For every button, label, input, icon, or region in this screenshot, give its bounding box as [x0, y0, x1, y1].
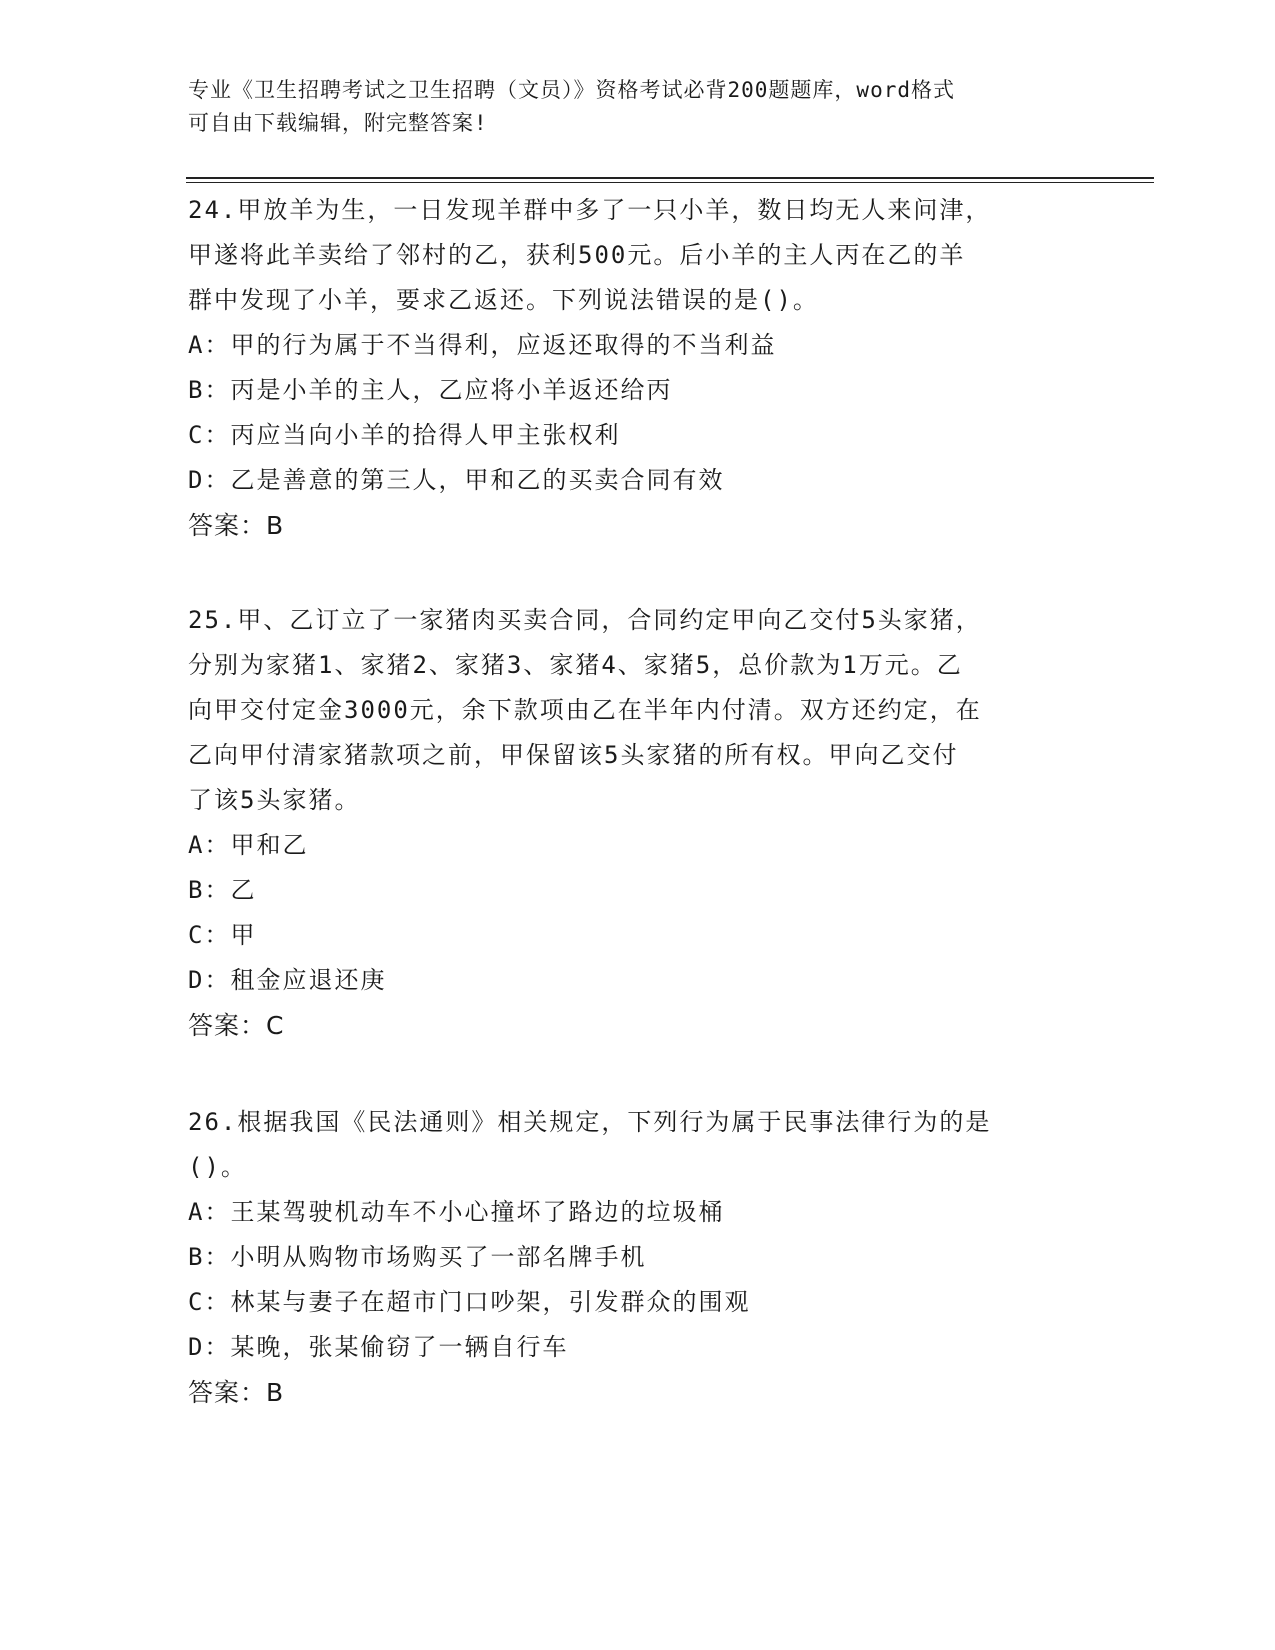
- header-rule-thin: [186, 182, 1154, 183]
- option-a: A：甲的行为属于不当得利，应返还取得的不当利益: [188, 331, 777, 359]
- answer: 答案：B: [188, 511, 285, 540]
- question-stem-line: 26.根据我国《民法通则》相关规定，下列行为属于民事法律行为的是: [188, 1108, 992, 1136]
- question-25: [188, 598, 1088, 1048]
- question-stem-line: 甲遂将此羊卖给了邻村的乙，获利500元。后小羊的主人丙在乙的羊: [188, 241, 966, 269]
- option-c: C：丙应当向小羊的拾得人甲主张权利: [188, 421, 621, 449]
- option-c: C：甲: [188, 921, 257, 949]
- answer: 答案：C: [188, 1011, 285, 1040]
- option-d: D：租金应退还庚: [188, 966, 387, 994]
- question-stem-line: 25.甲、乙订立了一家猪肉买卖合同，合同约定甲向乙交付5头家猪，: [188, 606, 982, 634]
- question-stem-line: ()。: [188, 1153, 247, 1181]
- question-stem-line: 24.甲放羊为生，一日发现羊群中多了一只小羊，数日均无人来问津，: [188, 196, 992, 224]
- question-stem-line: 乙向甲付清家猪款项之前，甲保留该5头家猪的所有权。甲向乙交付: [188, 741, 959, 769]
- option-c: C：林某与妻子在超市门口吵架，引发群众的围观: [188, 1288, 751, 1316]
- header-line-2: 可自由下载编辑，附完整答案!: [188, 111, 488, 135]
- question-stem-line: 群中发现了小羊，要求乙返还。下列说法错误的是()。: [188, 286, 819, 314]
- question-stem-line: 分别为家猪1、家猪2、家猪3、家猪4、家猪5，总价款为1万元。乙: [188, 651, 963, 679]
- option-b: B：小明从购物市场购买了一部名牌手机: [188, 1243, 647, 1271]
- option-a: A：王某驾驶机动车不小心撞坏了路边的垃圾桶: [188, 1198, 725, 1226]
- question-stem-line: 了该5头家猪。: [188, 786, 361, 814]
- answer: 答案：B: [188, 1378, 285, 1407]
- document-header: [188, 74, 1068, 140]
- question-26: [188, 1100, 1088, 1415]
- option-d: D：某晚，张某偷窃了一辆自行车: [188, 1333, 569, 1361]
- header-rule-thick: [186, 177, 1154, 179]
- option-a: A：甲和乙: [188, 831, 309, 859]
- question-24: [188, 188, 1088, 548]
- question-stem-line: 向甲交付定金3000元，余下款项由乙在半年内付清。双方还约定，在: [188, 696, 982, 724]
- header-line-1: 专业《卫生招聘考试之卫生招聘（文员）》资格考试必背200题题库，word格式: [188, 78, 955, 102]
- option-b: B：丙是小羊的主人，乙应将小羊返还给丙: [188, 376, 673, 404]
- option-b: B：乙: [188, 876, 257, 904]
- option-d: D：乙是善意的第三人，甲和乙的买卖合同有效: [188, 466, 725, 494]
